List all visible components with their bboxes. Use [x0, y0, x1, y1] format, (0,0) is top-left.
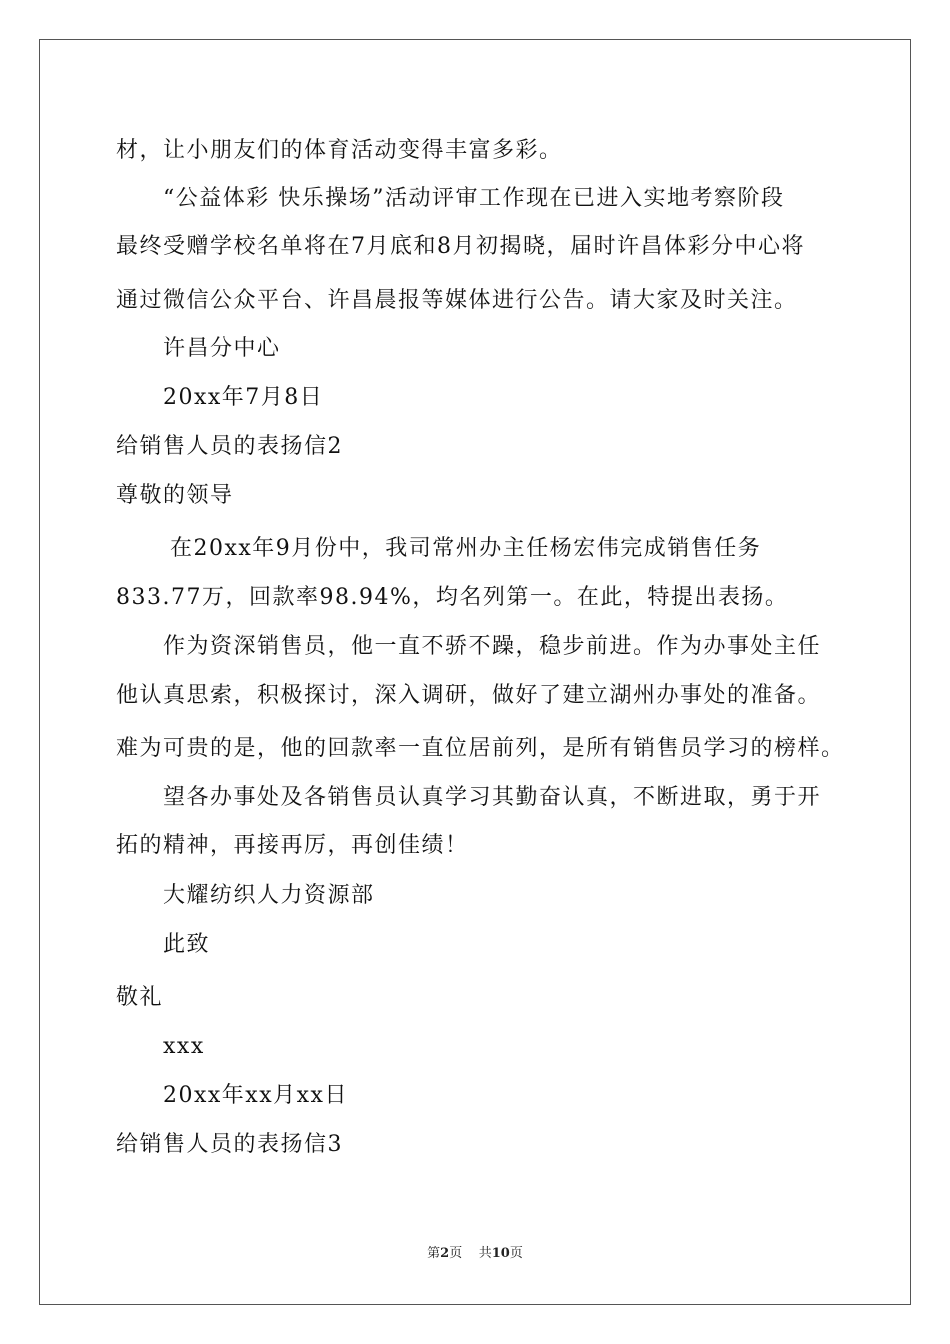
body-line: 通过微信公众平台、许昌晨报等媒体进行公告。请大家及时关注。 [116, 288, 798, 313]
body-line: 833.77万，回款率98.94%，均名列第一。在此，特提出表扬。 [116, 585, 789, 610]
salutation: 尊敬的领导 [116, 483, 234, 508]
signature-org: 许昌分中心 [163, 336, 281, 361]
section-heading: 给销售人员的表扬信3 [116, 1132, 343, 1157]
signature-date: 20xx年7月8日 [163, 385, 324, 410]
body-line: “公益体彩 快乐操场”活动评审工作现在已进入实地考察阶段 [163, 186, 785, 211]
closing-regards: 敬礼 [116, 985, 164, 1010]
body-line: 最终受赠学校名单将在7月底和8月初揭晓，届时许昌体彩分中心将 [116, 234, 805, 259]
body-line: 作为资深销售员，他一直不骄不躁，稳步前进。作为办事处主任 [163, 634, 822, 659]
section-heading: 给销售人员的表扬信2 [116, 434, 343, 459]
body-line: 他认真思索，积极探讨，深入调研，做好了建立湖州办事处的准备。 [116, 683, 822, 708]
body-line: 材，让小朋友们的体育活动变得丰富多彩。 [116, 138, 563, 163]
footer-total-pages: 10 [491, 1246, 510, 1261]
page-footer [0, 1245, 950, 1263]
body-line: 望各办事处及各销售员认真学习其勤奋认真，不断进取，勇于开 [163, 785, 822, 810]
signature-date: 20xx年xx月xx日 [163, 1083, 348, 1108]
body-line: 拓的精神，再接再厉，再创佳绩！ [116, 833, 469, 858]
body-line: 在20xx年9月份中，我司常州办主任杨宏伟完成销售任务 [170, 536, 762, 561]
footer-total-suffix: 页 [509, 1246, 523, 1261]
closing-line: 此致 [163, 932, 211, 957]
body-line: 难为可贵的是，他的回款率一直位居前列，是所有销售员学习的榜样。 [116, 736, 845, 761]
signature-name: xxx [163, 1034, 205, 1059]
footer-total-prefix: 共 [478, 1246, 492, 1261]
page-frame [39, 39, 911, 1305]
footer-page-suffix: 页 [449, 1246, 463, 1261]
footer-page-prefix: 第 [427, 1246, 441, 1261]
signature-org: 大耀纺织人力资源部 [163, 883, 375, 908]
footer-page-number: 2 [440, 1246, 450, 1261]
